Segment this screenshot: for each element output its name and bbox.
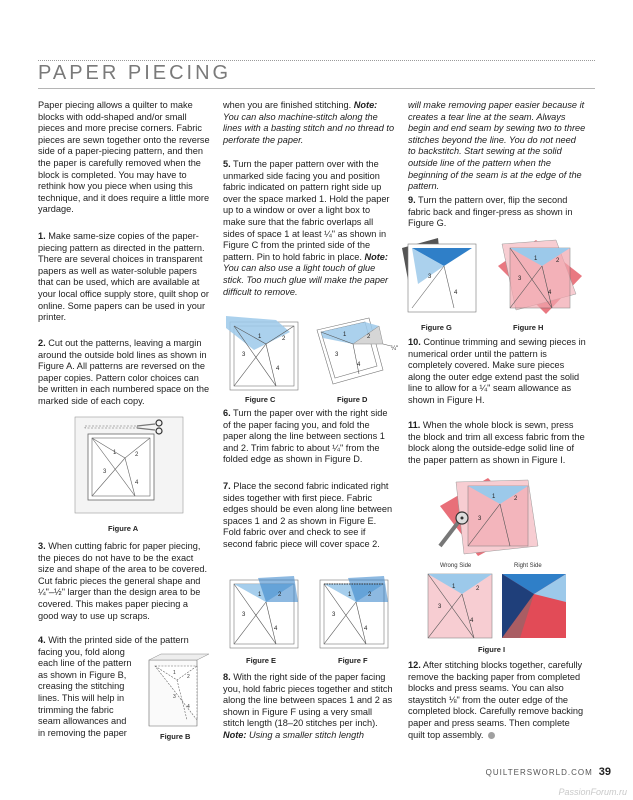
step1-text: Make same-size copies of the paper-piecing pattern as directed in the pattern. There are several choices in transparent papers as well as water-soluble papers that can be used, which are available at your local office supply store, quilt shop or online. Some papers can be used in your printer.	[38, 231, 209, 323]
figure-i-wrong-num4: 4	[470, 618, 474, 624]
figure-h-illustration	[496, 236, 584, 318]
figure-g-num3: 3	[428, 274, 432, 280]
figure-b-num1: 1	[173, 670, 176, 676]
figure-e-illustration	[228, 574, 302, 652]
figure-d-caption: Figure D	[337, 395, 368, 404]
figure-e-num3: 3	[242, 612, 246, 618]
figure-a-block	[88, 434, 154, 500]
col1-step1	[38, 231, 210, 324]
figure-d-num2: 2	[367, 334, 371, 340]
figure-c-num3: 3	[242, 352, 246, 358]
figure-e-num2: 2	[278, 592, 282, 598]
col2-step5	[223, 159, 395, 298]
col3-continuation	[408, 100, 586, 193]
step4-line9: in removing the paper	[38, 727, 127, 738]
footer-site: QUILTERSWORLD.COM	[485, 768, 593, 777]
figure-c-num4: 4	[276, 366, 280, 372]
step5-note-label: Note:	[364, 251, 388, 262]
figure-g-num4: 4	[454, 290, 458, 296]
col1-step4	[38, 635, 189, 739]
figure-i-trim-num1: 1	[492, 494, 496, 500]
figure-d-num3: 3	[335, 352, 339, 358]
step4-line4: as shown in Figure B,	[38, 669, 127, 680]
step4-line1: With the printed side of the pattern	[48, 635, 189, 645]
figure-g-illustration	[398, 236, 480, 318]
figure-c-illustration	[224, 314, 304, 394]
step8-note-label: Note:	[223, 729, 247, 740]
step10-text: Continue trimming and sewing pieces in numerical order until the pattern is completely covered. Make sure pieces along the outer edge extend past the solid line to allow for a ¼" seam allowance as shown in Figure H.	[408, 337, 586, 405]
step11-number: 11.	[408, 420, 421, 430]
step5-text: Turn the paper pattern over with the unmarked side facing you and position fabric indicated on pattern right side up over the space marked 1. Hold the paper up to a window or over a light box to make sure that the fabric overlaps all sides of space 1 at least ¼" as shown in Figure C from the printed side of the pattern. Pin to hold fabric in place.	[223, 159, 390, 262]
figure-f-num4: 4	[364, 626, 368, 632]
figure-a-illustration	[73, 414, 187, 518]
step4-line7: trimming the fabric	[38, 704, 114, 715]
step4-line2: facing you, fold along	[38, 646, 125, 657]
figure-a-num3: 3	[103, 469, 107, 475]
col2-step8	[223, 672, 395, 742]
step8-number: 8.	[223, 672, 231, 682]
figure-b-caption: Figure B	[160, 732, 191, 741]
figure-i-right-side-label: Right Side	[514, 563, 542, 569]
title-underline	[38, 88, 595, 89]
figure-a-num2: 2	[135, 452, 139, 458]
col1-step3	[38, 541, 210, 622]
title-rule	[38, 60, 595, 61]
figure-i-wrong-num2: 2	[476, 586, 480, 592]
col2-note-text: You can also machine-stitch along the lines with a basting stitch and no thread to perforate the paper.	[223, 111, 395, 145]
page-footer	[486, 766, 611, 778]
figure-c-caption: Figure C	[245, 395, 276, 404]
figure-g-caption: Figure G	[421, 323, 452, 332]
figure-a-caption: Figure A	[108, 524, 139, 533]
figure-i-right-side	[500, 572, 568, 640]
step10-number: 10.	[408, 337, 421, 347]
step3-number: 3.	[38, 541, 46, 551]
figure-f-num1: 1	[348, 592, 352, 598]
col2-step7	[223, 481, 395, 551]
figure-f-num3: 3	[332, 612, 336, 618]
figure-h-caption: Figure H	[513, 323, 544, 332]
figure-d-quarter-inch: ¼"	[391, 346, 399, 352]
col2-note-label: Note:	[353, 100, 378, 110]
figure-h-num1: 1	[534, 256, 538, 262]
figure-h-num2: 2	[556, 258, 560, 264]
step12-text: After stitching blocks together, carefully remove the backing paper from completed blocks and press seams. You can also staystitch ⅛" from the outer edge of the completed block. Carefully remove backing paper and press seams. Then complete quilt top assembly.	[408, 660, 584, 740]
step6-text: Turn the paper over with the right side of the paper facing you, and fold the paper along the line between sections 1 and 2. Trim fabric to about ¼" from the folded edge as shown in Figure D.	[223, 408, 388, 465]
page-title: PAPER PIECING	[38, 62, 232, 84]
step4-line5: creasing the stitching	[38, 681, 125, 692]
figure-i-trim-num3: 3	[478, 516, 482, 522]
figure-a-num4: 4	[135, 480, 139, 486]
figure-e-caption: Figure E	[246, 656, 277, 665]
figure-b-num2: 2	[187, 674, 190, 680]
col2-cont-text: when you are finished stitching.	[223, 100, 352, 110]
figure-i-trim-illustration	[438, 476, 566, 558]
figure-i-wrong-side-label: Wrong Side	[440, 563, 472, 569]
figure-f-caption: Figure F	[338, 656, 368, 665]
col3-note-text: will make removing paper easier because it creates a tear line at the seam. Always begin and end seam by sewing two to three stitches beyond the line. You do not need to backstitch. Start sewing at the solid outside line of the pattern when the beginning of the seam is at the edge of the pattern.	[408, 100, 586, 192]
figure-b-num3: 3	[173, 694, 176, 700]
figure-d-num4: 4	[357, 362, 361, 368]
figure-f-illustration	[318, 574, 394, 652]
step6-number: 6.	[223, 408, 231, 418]
step2-text: Cut out the patterns, leaving a margin around the outside bold lines as shown in Figure A. All patterns are reversed on the paper copies. Pattern color choices can be written in each numbered space on the marked side of each copy.	[38, 338, 210, 406]
col3-step10	[408, 337, 586, 407]
col2-continuation	[223, 100, 395, 146]
figure-c-num2: 2	[282, 336, 286, 342]
watermark: PassionForum.ru	[558, 787, 627, 797]
figure-e-num4: 4	[274, 626, 278, 632]
figure-d-num1: 1	[343, 332, 347, 338]
step4-number: 4.	[38, 635, 46, 645]
page-number: 39	[598, 766, 611, 778]
step12-number: 12.	[408, 660, 421, 670]
col1-step2	[38, 338, 210, 408]
step3-text: When cutting fabric for paper piecing, the pieces do not have to be the exact size and shape of the area to be covered. Cut fabric pieces the general shape and ¼"–½" larger than the design area to be covered. This makes paper piecing a good way to use up scraps.	[38, 541, 208, 621]
col2-step6	[223, 408, 395, 466]
step9-text: Turn the pattern over, flip the second fabric back and finger-press as shown in Figure G.	[408, 195, 573, 229]
figure-i-wrong-num3: 3	[438, 604, 442, 610]
figure-b-illustration	[147, 652, 211, 730]
figure-i-wrong-side	[424, 572, 496, 640]
step8-text: With the right side of the paper facing you, hold fabric pieces together and stitch along the line between spaces 1 and 2 as shown in Figure F using a very small stitch length (18–20 stitches per inch).	[223, 672, 393, 729]
step4-line3: each line of the pattern	[38, 658, 132, 669]
step1-number: 1.	[38, 231, 46, 241]
figure-h-num3: 3	[518, 276, 522, 282]
step8-note-text: Using a smaller stitch length	[246, 729, 364, 740]
figure-a-num1: 1	[113, 450, 117, 456]
col3-step9	[408, 195, 586, 230]
step9-number: 9.	[408, 195, 416, 205]
step2-number: 2.	[38, 338, 46, 348]
step7-text: Place the second fabric indicated right sides together with first piece. Fabric edges should be even along line between spaces 1 and 2 as shown in Figure E. Fold fabric over and check to see if second fabric piece will cover space 2.	[223, 481, 393, 549]
step4-line8: seam allowances and	[38, 716, 127, 727]
col1-intro	[38, 100, 210, 216]
figure-f-num2: 2	[368, 592, 372, 598]
figure-b-num4: 4	[187, 704, 190, 710]
step11-text: When the whole block is sewn, press the block and trim all excess fabric from the block along the outside-edge solid line of the paper pattern as shown in Figure I.	[408, 420, 585, 465]
figure-i-caption: Figure I	[478, 645, 506, 654]
step5-note-text: You can also use a light touch of glue stick. Too much glue will make the paper difficult to remove.	[223, 263, 389, 297]
col3-step12	[408, 660, 586, 741]
figure-h-num4: 4	[548, 290, 552, 296]
intro-paragraph: Paper piecing allows a quilter to make blocks with odd-shaped and/or small pieces and more precise corners. Fabric pieces are sewn together onto the reverse side of a paper-piecing pattern, and then the paper is carefully removed when the block is completed. You may have to rethink how you piece when using this technique, and it does require a little more yardage.	[38, 100, 210, 215]
step7-number: 7.	[223, 481, 231, 491]
step5-number: 5.	[223, 159, 231, 169]
figure-c-num1: 1	[258, 334, 262, 340]
end-mark-icon	[488, 732, 495, 739]
figure-i-wrong-num1: 1	[452, 584, 456, 590]
figure-d-illustration	[313, 314, 403, 394]
figure-i-trim-num2: 2	[514, 496, 518, 502]
col3-step11	[408, 420, 585, 466]
step4-line6: lines. This will help in	[38, 692, 125, 703]
figure-e-num1: 1	[258, 592, 262, 598]
